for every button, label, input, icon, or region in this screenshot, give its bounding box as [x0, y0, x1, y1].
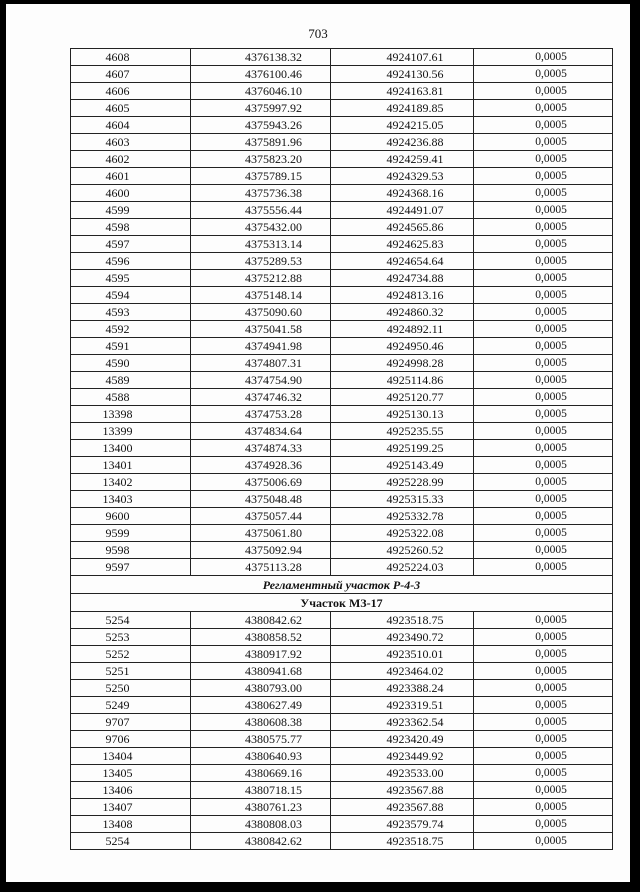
table-row	[71, 185, 613, 202]
table-row	[71, 423, 613, 440]
point-number-cell: 4598	[71, 219, 191, 236]
tolerance-cell: 0,0005	[474, 680, 613, 697]
tolerance-cell: 0,0005	[474, 185, 613, 202]
point-number-cell: 13401	[71, 457, 191, 474]
x-coordinate-cell: 4380627.49	[191, 697, 331, 714]
x-coordinate-cell: 4375789.15	[191, 168, 331, 185]
point-number-cell: 5254	[71, 833, 191, 850]
y-coordinate-cell: 4925224.03	[331, 559, 474, 576]
table-row	[71, 542, 613, 559]
x-coordinate-cell: 4374807.31	[191, 355, 331, 372]
tolerance-cell: 0,0005	[474, 202, 613, 219]
tolerance-cell: 0,0005	[474, 765, 613, 782]
table-row	[71, 100, 613, 117]
x-coordinate-cell: 4380808.03	[191, 816, 331, 833]
y-coordinate-cell: 4924491.07	[331, 202, 474, 219]
y-coordinate-cell: 4923319.51	[331, 697, 474, 714]
point-number-cell: 4597	[71, 236, 191, 253]
y-coordinate-cell: 4925114.86	[331, 372, 474, 389]
tolerance-cell: 0,0005	[474, 406, 613, 423]
point-number-cell: 4603	[71, 134, 191, 151]
table-row	[71, 287, 613, 304]
tolerance-cell: 0,0005	[474, 219, 613, 236]
point-number-cell: 9598	[71, 542, 191, 559]
point-number-cell: 4594	[71, 287, 191, 304]
section-headers	[71, 576, 613, 612]
tolerance-cell: 0,0005	[474, 287, 613, 304]
point-number-cell: 13399	[71, 423, 191, 440]
table-row	[71, 474, 613, 491]
x-coordinate-cell: 4380917.92	[191, 646, 331, 663]
y-coordinate-cell: 4923579.74	[331, 816, 474, 833]
y-coordinate-cell: 4925315.33	[331, 491, 474, 508]
table-row	[71, 748, 613, 765]
x-coordinate-cell: 4375057.44	[191, 508, 331, 525]
x-coordinate-cell: 4380669.16	[191, 765, 331, 782]
point-number-cell: 4607	[71, 66, 191, 83]
x-coordinate-cell: 4375006.69	[191, 474, 331, 491]
tolerance-cell: 0,0005	[474, 134, 613, 151]
x-coordinate-cell: 4380842.62	[191, 833, 331, 850]
x-coordinate-cell: 4380608.38	[191, 714, 331, 731]
tolerance-cell: 0,0005	[474, 646, 613, 663]
table-row	[71, 765, 613, 782]
table-row	[71, 168, 613, 185]
tolerance-cell: 0,0005	[474, 782, 613, 799]
y-coordinate-cell: 4923490.72	[331, 629, 474, 646]
x-coordinate-cell: 4380761.23	[191, 799, 331, 816]
y-coordinate-cell: 4925143.49	[331, 457, 474, 474]
x-coordinate-cell: 4374928.36	[191, 457, 331, 474]
table-row	[71, 253, 613, 270]
y-coordinate-cell: 4924259.41	[331, 151, 474, 168]
section-subtitle-row	[71, 594, 613, 612]
point-number-cell: 13406	[71, 782, 191, 799]
tolerance-cell: 0,0005	[474, 731, 613, 748]
table-row	[71, 236, 613, 253]
section-title: Регламентный участок Р-4-3	[71, 576, 613, 594]
x-coordinate-cell: 4375432.00	[191, 219, 331, 236]
point-number-cell: 5252	[71, 646, 191, 663]
tolerance-cell: 0,0005	[474, 663, 613, 680]
point-number-cell: 4590	[71, 355, 191, 372]
point-number-cell: 4608	[71, 49, 191, 66]
point-number-cell: 13405	[71, 765, 191, 782]
table-row	[71, 612, 613, 629]
y-coordinate-cell: 4923518.75	[331, 612, 474, 629]
page-number: 703	[308, 26, 328, 41]
point-number-cell: 13404	[71, 748, 191, 765]
table-row	[71, 629, 613, 646]
x-coordinate-cell: 4374874.33	[191, 440, 331, 457]
tolerance-cell: 0,0005	[474, 697, 613, 714]
table-row	[71, 270, 613, 287]
y-coordinate-cell: 4924565.86	[331, 219, 474, 236]
point-number-cell: 13407	[71, 799, 191, 816]
coordinates-table	[70, 48, 613, 850]
table-row	[71, 321, 613, 338]
x-coordinate-cell: 4380575.77	[191, 731, 331, 748]
y-coordinate-cell: 4924215.05	[331, 117, 474, 134]
table-row	[71, 457, 613, 474]
y-coordinate-cell: 4923518.75	[331, 833, 474, 850]
x-coordinate-cell: 4375212.88	[191, 270, 331, 287]
tolerance-cell: 0,0005	[474, 491, 613, 508]
tolerance-cell: 0,0005	[474, 355, 613, 372]
x-coordinate-cell: 4375148.14	[191, 287, 331, 304]
point-number-cell: 4602	[71, 151, 191, 168]
section-title-row	[71, 576, 613, 594]
tolerance-cell: 0,0005	[474, 525, 613, 542]
table-row	[71, 697, 613, 714]
tolerance-cell: 0,0005	[474, 440, 613, 457]
table-row	[71, 559, 613, 576]
y-coordinate-cell: 4925120.77	[331, 389, 474, 406]
point-number-cell: 4592	[71, 321, 191, 338]
y-coordinate-cell: 4923449.92	[331, 748, 474, 765]
point-number-cell: 9600	[71, 508, 191, 525]
point-number-cell: 4589	[71, 372, 191, 389]
point-number-cell: 5251	[71, 663, 191, 680]
point-number-cell: 4605	[71, 100, 191, 117]
x-coordinate-cell: 4380718.15	[191, 782, 331, 799]
table-row	[71, 646, 613, 663]
x-coordinate-cell: 4375289.53	[191, 253, 331, 270]
x-coordinate-cell: 4375313.14	[191, 236, 331, 253]
table-row	[71, 525, 613, 542]
y-coordinate-cell: 4925199.25	[331, 440, 474, 457]
table-row	[71, 816, 613, 833]
point-number-cell: 13400	[71, 440, 191, 457]
tolerance-cell: 0,0005	[474, 321, 613, 338]
x-coordinate-cell: 4375736.38	[191, 185, 331, 202]
point-number-cell: 4599	[71, 202, 191, 219]
x-coordinate-cell: 4374834.64	[191, 423, 331, 440]
tolerance-cell: 0,0005	[474, 474, 613, 491]
point-number-cell: 9599	[71, 525, 191, 542]
point-number-cell: 5253	[71, 629, 191, 646]
tolerance-cell: 0,0005	[474, 304, 613, 321]
x-coordinate-cell: 4376138.32	[191, 49, 331, 66]
tolerance-cell: 0,0005	[474, 714, 613, 731]
tolerance-cell: 0,0005	[474, 49, 613, 66]
y-coordinate-cell: 4924654.64	[331, 253, 474, 270]
tolerance-cell: 0,0005	[474, 117, 613, 134]
tolerance-cell: 0,0005	[474, 833, 613, 850]
x-coordinate-cell: 4375092.94	[191, 542, 331, 559]
tolerance-cell: 0,0005	[474, 100, 613, 117]
point-number-cell: 5250	[71, 680, 191, 697]
point-number-cell: 4604	[71, 117, 191, 134]
x-coordinate-cell: 4376046.10	[191, 83, 331, 100]
y-coordinate-cell: 4924625.83	[331, 236, 474, 253]
tolerance-cell: 0,0005	[474, 270, 613, 287]
y-coordinate-cell: 4924236.88	[331, 134, 474, 151]
y-coordinate-cell: 4924189.85	[331, 100, 474, 117]
tolerance-cell: 0,0005	[474, 542, 613, 559]
point-number-cell: 13402	[71, 474, 191, 491]
tolerance-cell: 0,0005	[474, 66, 613, 83]
tolerance-cell: 0,0005	[474, 748, 613, 765]
y-coordinate-cell: 4924860.32	[331, 304, 474, 321]
coordinates-table-top	[71, 49, 613, 576]
table-row	[71, 304, 613, 321]
y-coordinate-cell: 4924130.56	[331, 66, 474, 83]
y-coordinate-cell: 4924998.28	[331, 355, 474, 372]
y-coordinate-cell: 4925130.13	[331, 406, 474, 423]
tolerance-cell: 0,0005	[474, 612, 613, 629]
point-number-cell: 13398	[71, 406, 191, 423]
table-row	[71, 355, 613, 372]
table-row	[71, 202, 613, 219]
x-coordinate-cell: 4375113.28	[191, 559, 331, 576]
point-number-cell: 4596	[71, 253, 191, 270]
tolerance-cell: 0,0005	[474, 629, 613, 646]
point-number-cell: 4601	[71, 168, 191, 185]
y-coordinate-cell: 4925235.55	[331, 423, 474, 440]
x-coordinate-cell: 4376100.46	[191, 66, 331, 83]
y-coordinate-cell: 4924813.16	[331, 287, 474, 304]
table-row	[71, 219, 613, 236]
point-number-cell: 4600	[71, 185, 191, 202]
point-number-cell: 13403	[71, 491, 191, 508]
y-coordinate-cell: 4923510.01	[331, 646, 474, 663]
tolerance-cell: 0,0005	[474, 816, 613, 833]
y-coordinate-cell: 4925332.78	[331, 508, 474, 525]
table-row	[71, 83, 613, 100]
x-coordinate-cell: 4374941.98	[191, 338, 331, 355]
tolerance-cell: 0,0005	[474, 83, 613, 100]
x-coordinate-cell: 4375943.26	[191, 117, 331, 134]
table-row	[71, 799, 613, 816]
point-number-cell: 9707	[71, 714, 191, 731]
point-number-cell: 13408	[71, 816, 191, 833]
table-row	[71, 508, 613, 525]
x-coordinate-cell: 4375061.80	[191, 525, 331, 542]
tolerance-cell: 0,0005	[474, 151, 613, 168]
tolerance-cell: 0,0005	[474, 508, 613, 525]
y-coordinate-cell: 4925260.52	[331, 542, 474, 559]
y-coordinate-cell: 4924892.11	[331, 321, 474, 338]
point-number-cell: 4595	[71, 270, 191, 287]
y-coordinate-cell: 4923420.49	[331, 731, 474, 748]
y-coordinate-cell: 4924107.61	[331, 49, 474, 66]
tolerance-cell: 0,0005	[474, 236, 613, 253]
table-row	[71, 117, 613, 134]
point-number-cell: 9597	[71, 559, 191, 576]
y-coordinate-cell: 4923567.88	[331, 782, 474, 799]
tolerance-cell: 0,0005	[474, 799, 613, 816]
y-coordinate-cell: 4923567.88	[331, 799, 474, 816]
y-coordinate-cell: 4923388.24	[331, 680, 474, 697]
tolerance-cell: 0,0005	[474, 423, 613, 440]
table-row	[71, 406, 613, 423]
section-subtitle: Участок МЗ-17	[71, 594, 613, 612]
x-coordinate-cell: 4375891.96	[191, 134, 331, 151]
x-coordinate-cell: 4375556.44	[191, 202, 331, 219]
tolerance-cell: 0,0005	[474, 253, 613, 270]
x-coordinate-cell: 4380941.68	[191, 663, 331, 680]
x-coordinate-cell: 4380793.00	[191, 680, 331, 697]
y-coordinate-cell: 4924950.46	[331, 338, 474, 355]
table-row	[71, 372, 613, 389]
y-coordinate-cell: 4924368.16	[331, 185, 474, 202]
x-coordinate-cell: 4374754.90	[191, 372, 331, 389]
y-coordinate-cell: 4923464.02	[331, 663, 474, 680]
point-number-cell: 9706	[71, 731, 191, 748]
x-coordinate-cell: 4375090.60	[191, 304, 331, 321]
table-row	[71, 680, 613, 697]
point-number-cell: 5254	[71, 612, 191, 629]
table-row	[71, 440, 613, 457]
table-row	[71, 714, 613, 731]
y-coordinate-cell: 4924734.88	[331, 270, 474, 287]
tolerance-cell: 0,0005	[474, 559, 613, 576]
tolerance-cell: 0,0005	[474, 389, 613, 406]
tolerance-cell: 0,0005	[474, 168, 613, 185]
x-coordinate-cell: 4380640.93	[191, 748, 331, 765]
x-coordinate-cell: 4374746.32	[191, 389, 331, 406]
tolerance-cell: 0,0005	[474, 457, 613, 474]
table-row	[71, 491, 613, 508]
point-number-cell: 4591	[71, 338, 191, 355]
x-coordinate-cell: 4375997.92	[191, 100, 331, 117]
table-row	[71, 151, 613, 168]
tolerance-cell: 0,0005	[474, 338, 613, 355]
y-coordinate-cell: 4923362.54	[331, 714, 474, 731]
table-row	[71, 389, 613, 406]
x-coordinate-cell: 4380842.62	[191, 612, 331, 629]
coordinates-table-bottom	[71, 612, 613, 850]
x-coordinate-cell: 4375041.58	[191, 321, 331, 338]
x-coordinate-cell: 4380858.52	[191, 629, 331, 646]
tolerance-cell: 0,0005	[474, 372, 613, 389]
table-row	[71, 782, 613, 799]
x-coordinate-cell: 4374753.28	[191, 406, 331, 423]
table-row	[71, 663, 613, 680]
document-page	[6, 4, 630, 882]
table-row	[71, 338, 613, 355]
x-coordinate-cell: 4375823.20	[191, 151, 331, 168]
y-coordinate-cell: 4923533.00	[331, 765, 474, 782]
point-number-cell: 4606	[71, 83, 191, 100]
point-number-cell: 5249	[71, 697, 191, 714]
table-row	[71, 731, 613, 748]
y-coordinate-cell: 4924163.81	[331, 83, 474, 100]
point-number-cell: 4593	[71, 304, 191, 321]
point-number-cell: 4588	[71, 389, 191, 406]
table-row	[71, 49, 613, 66]
table-row	[71, 66, 613, 83]
y-coordinate-cell: 4925228.99	[331, 474, 474, 491]
y-coordinate-cell: 4924329.53	[331, 168, 474, 185]
x-coordinate-cell: 4375048.48	[191, 491, 331, 508]
table-row	[71, 134, 613, 151]
y-coordinate-cell: 4925322.08	[331, 525, 474, 542]
table-row	[71, 833, 613, 850]
